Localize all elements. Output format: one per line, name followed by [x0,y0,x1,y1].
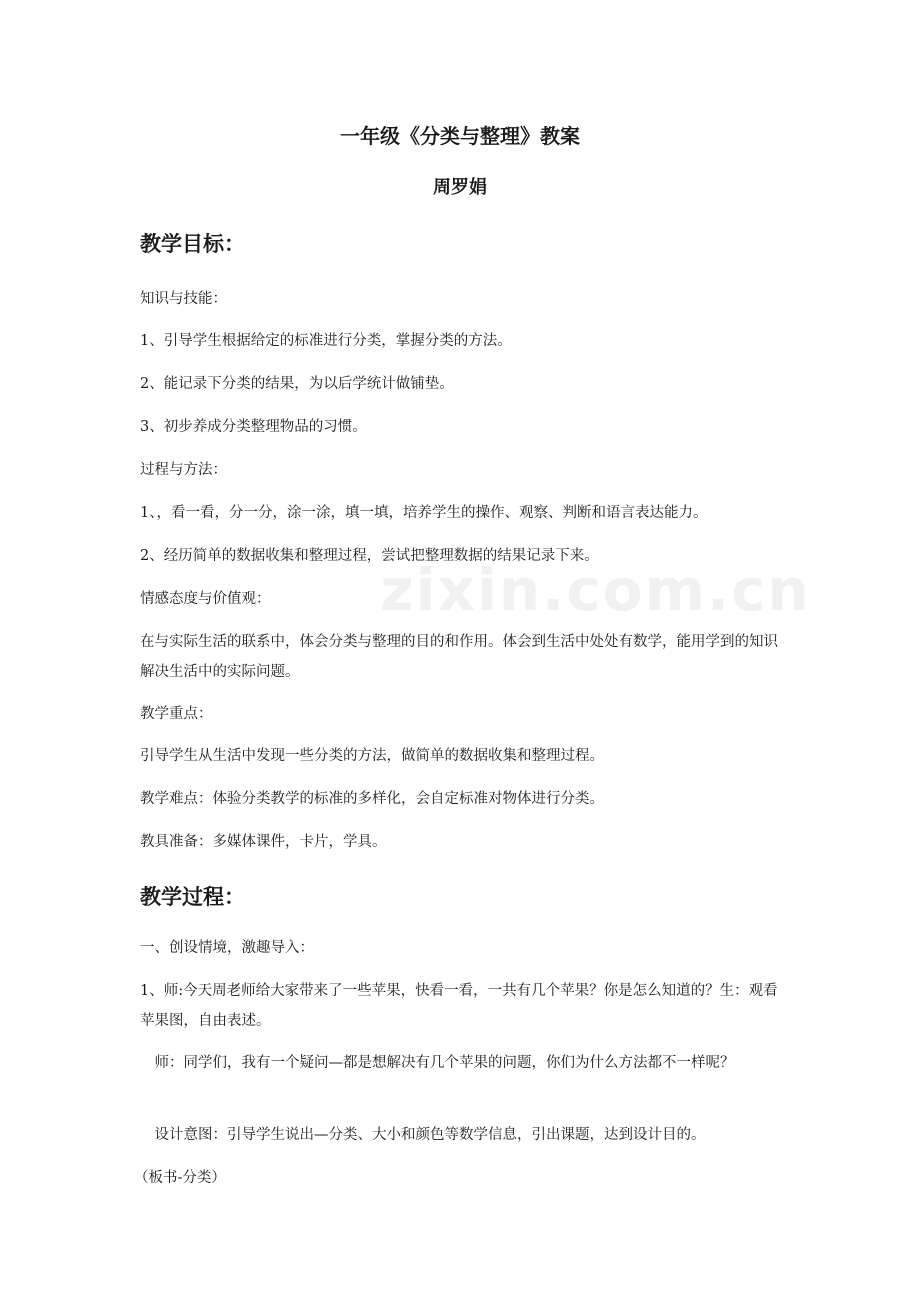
section-heading-objectives: 教学目标： [140,232,245,256]
process-item: 2、经历简单的数据收集和整理过程，尝试把整理数据的结果记录下来。 [140,548,599,564]
emotion-text: 在与实际生活的联系中，体会分类与整理的目的和作用。体会到生活中处处有数学，能用学到的知识解决生活中的实际问题。 [140,634,778,680]
watermark: zixin.com.cn [380,556,811,624]
tools-text: 教具准备：多媒体课件，卡片，学具。 [140,834,387,850]
step1-paragraph: 师：同学们，我有一个疑问—都是想解决有几个苹果的问题，你们为什么方法都不一样呢？ [140,1055,735,1071]
document-author: 周罗娟 [433,177,487,198]
step1-paragraph: 设计意图：引导学生说出—分类、大小和颜色等数学信息，引出课题，达到设计目的。 [140,1127,706,1143]
difficulty-text: 教学难点：体验分类教学的标准的多样化，会自定标准对物体进行分类。 [140,791,604,807]
emotion-label: 情感态度与价值观： [140,591,271,607]
section-heading-process: 教学过程： [140,885,245,909]
process-item: 1、，看一看，分一分，涂一涂，填一填，培养学生的操作、观察、判断和语言表达能力。 [140,505,708,521]
step1-note: （板书-分类） [134,1170,226,1186]
step1-paragraph: 1、师:今天周老师给大家带来了一些苹果，快看一看，一共有几个苹果？你是怎么知道的？生：观看苹果图，自由表述。 [140,983,778,1029]
document-title: 一年级《分类与整理》教案 [340,124,580,148]
knowledge-item: 3、初步养成分类整理物品的习惯。 [140,419,367,435]
knowledge-item: 2、能记录下分类的结果，为以后学统计做铺垫。 [140,376,454,392]
key-point-label: 教学重点： [140,706,213,722]
step1-label: 一、创设情境，激趣导入： [140,940,314,956]
process-label: 过程与方法： [140,462,227,478]
knowledge-item: 1、引导学生根据给定的标准进行分类，掌握分类的方法。 [140,333,512,349]
key-point-text: 引导学生从生活中发现一些分类的方法，做简单的数据收集和整理过程。 [140,748,604,764]
knowledge-label: 知识与技能： [140,291,227,307]
